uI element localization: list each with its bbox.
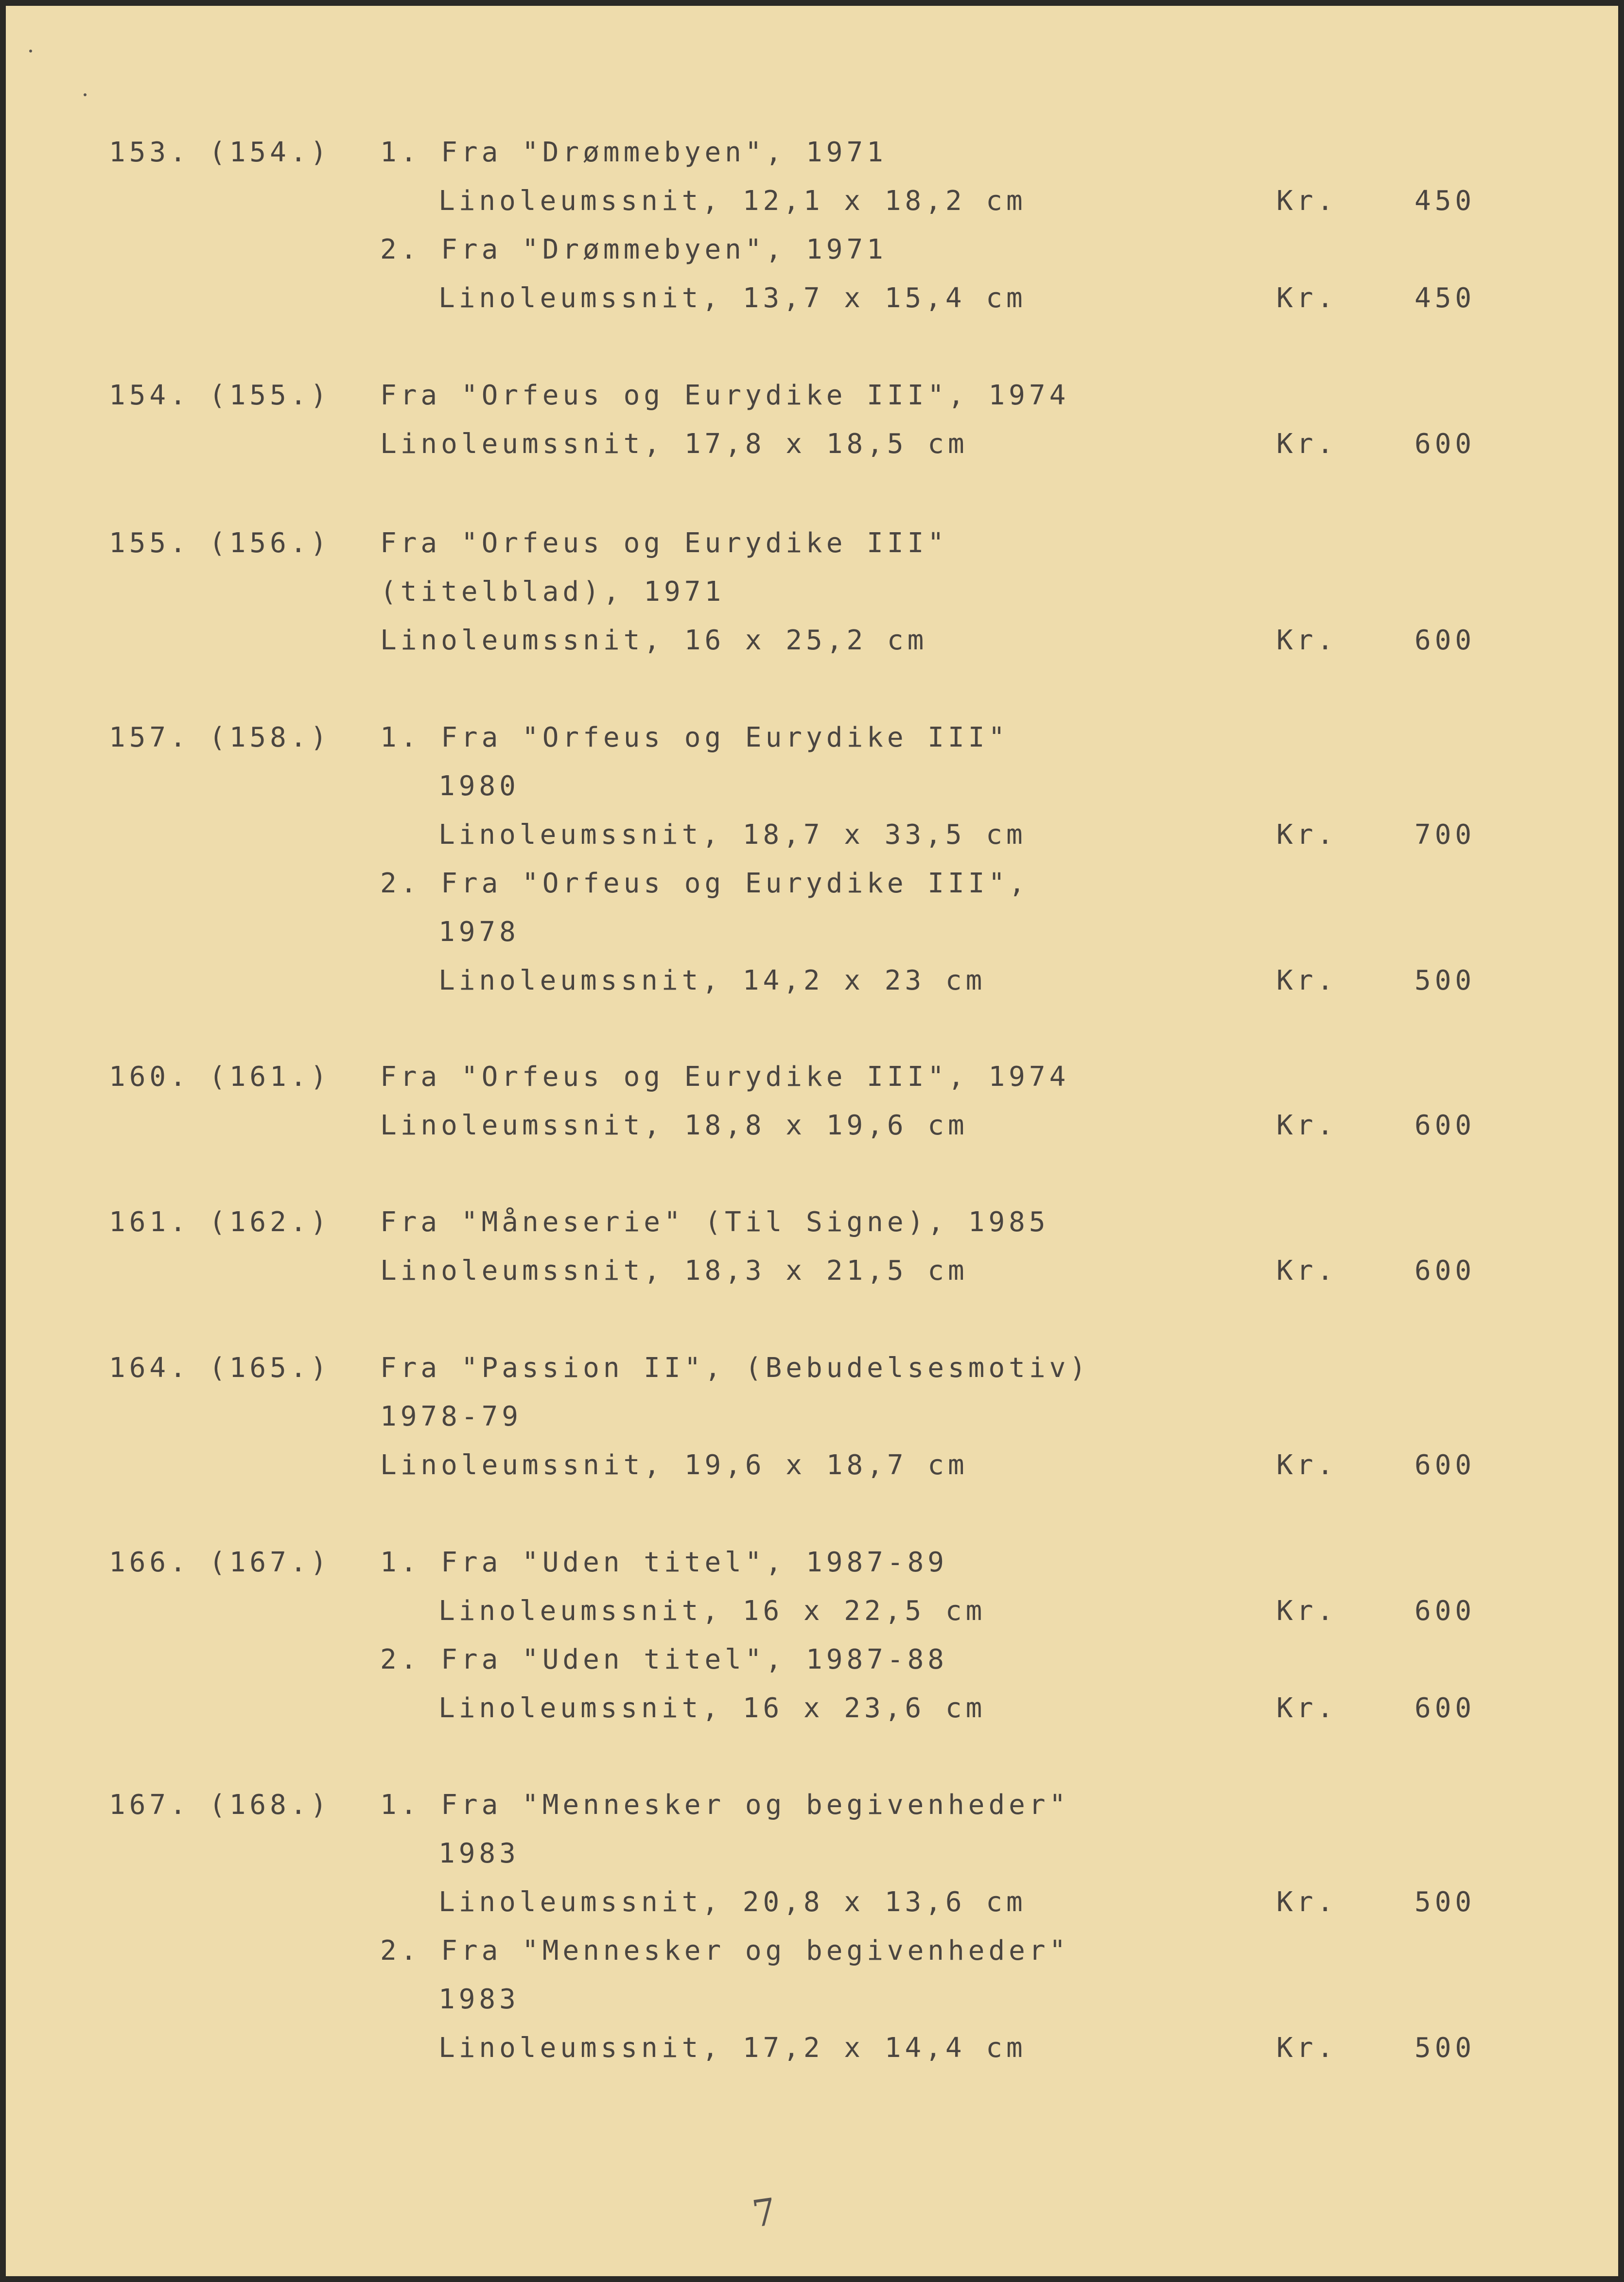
- catalog-number: 166.: [109, 1547, 190, 1578]
- previous-number: (162.): [209, 1206, 331, 1238]
- currency-label: Kr.: [1276, 2032, 1338, 2064]
- entry-description: 1978: [438, 916, 520, 948]
- currency-label: Kr.: [1276, 819, 1338, 851]
- entry-description: 1. Fra "Orfeus og Eurydike III": [380, 722, 1009, 753]
- currency-label: Kr.: [1276, 1449, 1338, 1481]
- previous-number: (155.): [209, 380, 331, 411]
- price-value: 450: [1414, 185, 1476, 217]
- entry-description: 2. Fra "Mennesker og begivenheder": [380, 1935, 1070, 1967]
- document-page: [6, 6, 1618, 2276]
- currency-label: Kr.: [1276, 1595, 1338, 1627]
- price-value: 600: [1414, 1110, 1476, 1141]
- page-number: 7: [750, 2190, 779, 2236]
- catalog-number: 167.: [109, 1789, 190, 1821]
- previous-number: (168.): [209, 1789, 331, 1821]
- currency-label: Kr.: [1276, 965, 1338, 996]
- catalog-number: 160.: [109, 1061, 190, 1093]
- price-value: 500: [1414, 1886, 1476, 1918]
- price-value: 600: [1414, 428, 1476, 460]
- ink-speck: [84, 93, 87, 96]
- catalog-number: 157.: [109, 722, 190, 753]
- entry-description: 1. Fra "Uden titel", 1987-89: [380, 1547, 948, 1578]
- catalog-number: 161.: [109, 1206, 190, 1238]
- price-value: 600: [1414, 625, 1476, 656]
- entry-description: Linoleumssnit, 14,2 x 23 cm: [438, 965, 986, 996]
- currency-label: Kr.: [1276, 1886, 1338, 1918]
- price-value: 500: [1414, 965, 1476, 996]
- entry-description: Linoleumssnit, 18,7 x 33,5 cm: [438, 819, 1027, 851]
- previous-number: (165.): [209, 1352, 331, 1384]
- entry-description: Linoleumssnit, 18,8 x 19,6 cm: [380, 1110, 968, 1141]
- entry-description: Linoleumssnit, 13,7 x 15,4 cm: [438, 282, 1027, 314]
- entry-description: Linoleumssnit, 16 x 22,5 cm: [438, 1595, 986, 1627]
- entry-description: 2. Fra "Orfeus og Eurydike III",: [380, 868, 1029, 899]
- catalog-number: 153.: [109, 137, 190, 168]
- entry-description: 1980: [438, 770, 520, 802]
- entry-description: 1. Fra "Drømmebyen", 1971: [380, 137, 887, 168]
- currency-label: Kr.: [1276, 428, 1338, 460]
- price-value: 600: [1414, 1692, 1476, 1724]
- price-value: 600: [1414, 1449, 1476, 1481]
- previous-number: (154.): [209, 137, 331, 168]
- entry-description: 1983: [438, 1984, 520, 2015]
- previous-number: (158.): [209, 722, 331, 753]
- entry-description: Linoleumssnit, 20,8 x 13,6 cm: [438, 1886, 1027, 1918]
- entry-description: Fra "Orfeus og Eurydike III": [380, 527, 948, 559]
- entry-description: (titelblad), 1971: [380, 576, 725, 608]
- previous-number: (161.): [209, 1061, 331, 1093]
- entry-description: Linoleumssnit, 16 x 23,6 cm: [438, 1692, 986, 1724]
- entry-description: Fra "Orfeus og Eurydike III", 1974: [380, 1061, 1070, 1093]
- catalog-number: 164.: [109, 1352, 190, 1384]
- entry-description: Fra "Måneserie" (Til Signe), 1985: [380, 1206, 1049, 1238]
- currency-label: Kr.: [1276, 1110, 1338, 1141]
- price-value: 600: [1414, 1255, 1476, 1287]
- previous-number: (167.): [209, 1547, 331, 1578]
- previous-number: (156.): [209, 527, 331, 559]
- entry-description: Linoleumssnit, 18,3 x 21,5 cm: [380, 1255, 968, 1287]
- entry-description: Linoleumssnit, 17,2 x 14,4 cm: [438, 2032, 1027, 2064]
- entry-description: Linoleumssnit, 12,1 x 18,2 cm: [438, 185, 1027, 217]
- entry-description: 1983: [438, 1838, 520, 1869]
- entry-description: Fra "Passion II", (Bebudelsesmotiv): [380, 1352, 1090, 1384]
- entry-description: 2. Fra "Drømmebyen", 1971: [380, 234, 887, 265]
- currency-label: Kr.: [1276, 1692, 1338, 1724]
- price-value: 450: [1414, 282, 1476, 314]
- ink-speck: [29, 50, 32, 52]
- entry-description: Linoleumssnit, 16 x 25,2 cm: [380, 625, 928, 656]
- price-value: 600: [1414, 1595, 1476, 1627]
- entry-description: Linoleumssnit, 17,8 x 18,5 cm: [380, 428, 968, 460]
- entry-description: Linoleumssnit, 19,6 x 18,7 cm: [380, 1449, 968, 1481]
- price-value: 700: [1414, 819, 1476, 851]
- entry-description: 2. Fra "Uden titel", 1987-88: [380, 1644, 948, 1675]
- currency-label: Kr.: [1276, 185, 1338, 217]
- entry-description: Fra "Orfeus og Eurydike III", 1974: [380, 380, 1070, 411]
- catalog-number: 154.: [109, 380, 190, 411]
- currency-label: Kr.: [1276, 282, 1338, 314]
- currency-label: Kr.: [1276, 1255, 1338, 1287]
- entry-description: 1. Fra "Mennesker og begivenheder": [380, 1789, 1070, 1821]
- currency-label: Kr.: [1276, 625, 1338, 656]
- entry-description: 1978-79: [380, 1401, 523, 1432]
- price-value: 500: [1414, 2032, 1476, 2064]
- catalog-number: 155.: [109, 527, 190, 559]
